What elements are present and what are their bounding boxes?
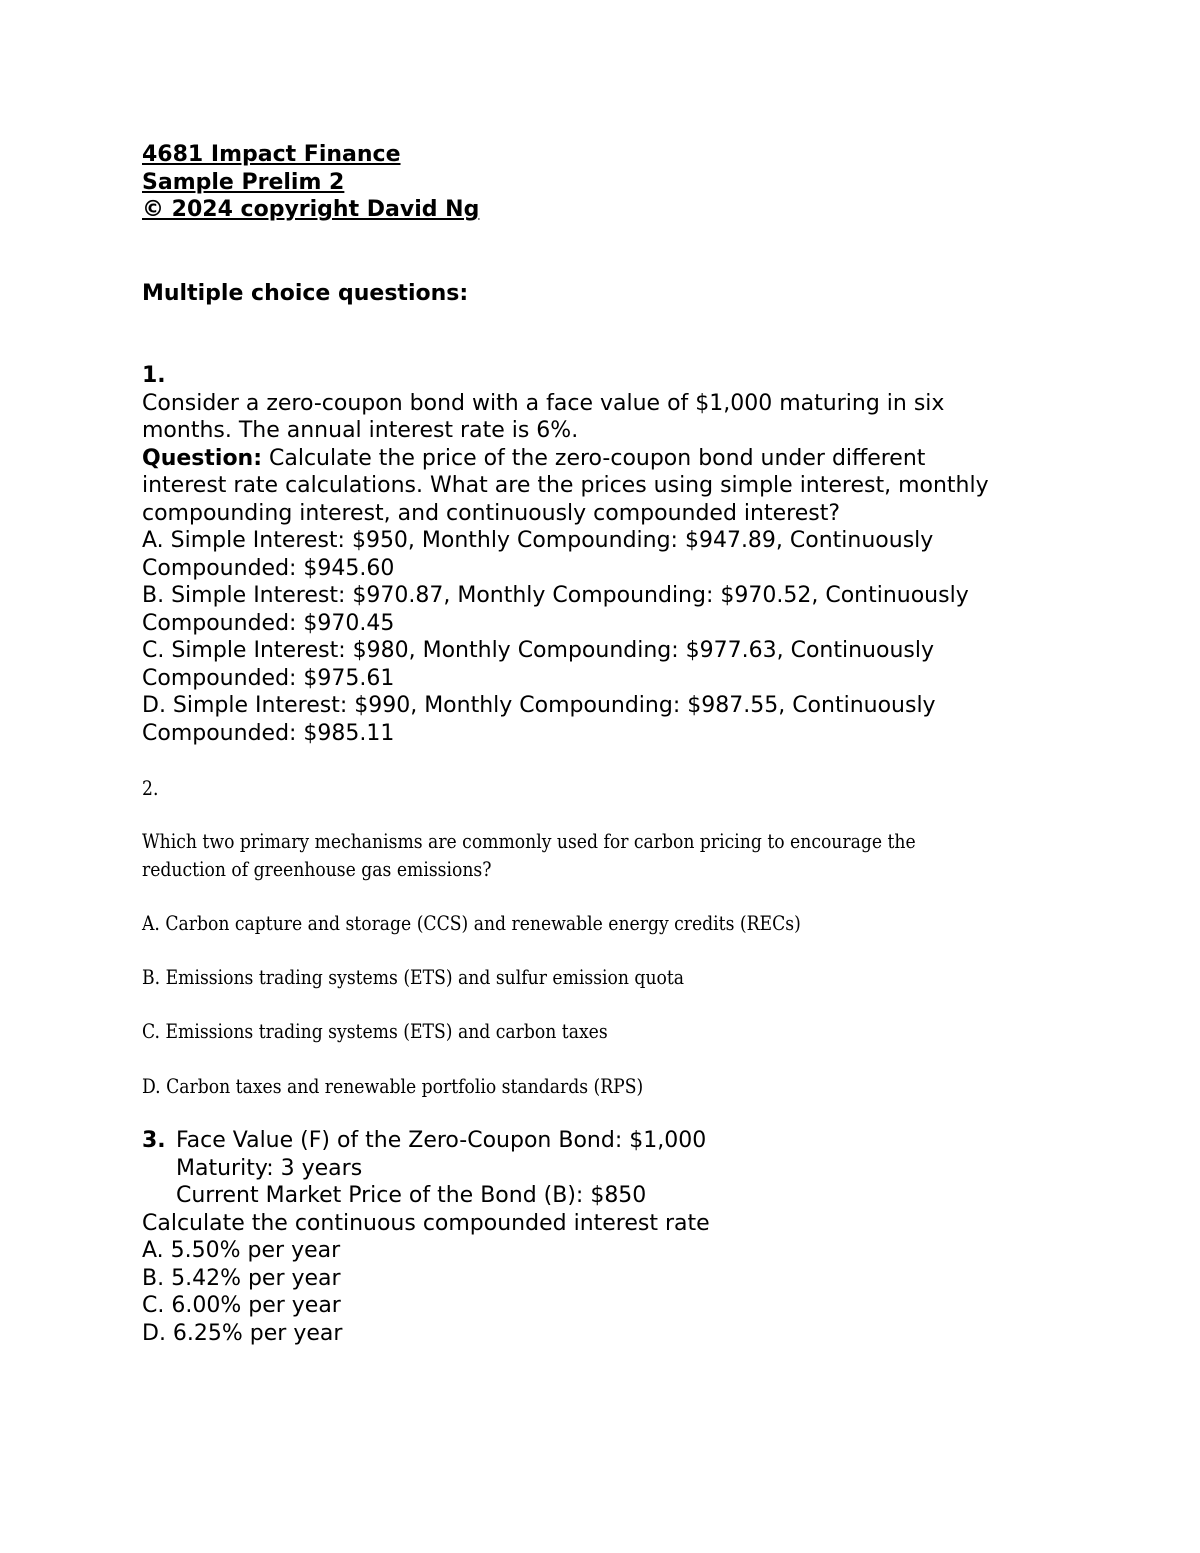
question-1-prompt-line-1	[142, 445, 1072, 473]
question-3-number: 3.	[142, 1128, 166, 1153]
question-2-option-d: D. Carbon taxes and renewable portfolio standards (RPS)	[142, 1074, 644, 1098]
question-2-option-c: C. Emissions trading systems (ETS) and carbon taxes	[142, 1019, 608, 1043]
question-2-option-b: B. Emissions trading systems (ETS) and sulfur emission quota	[142, 965, 685, 989]
question-label: Question:	[142, 445, 263, 471]
question-1-option-c-line-2: Compounded: $975.61	[142, 665, 395, 691]
question-3-option-b: B. 5.42% per year	[142, 1265, 341, 1291]
question-2-number: 2.	[142, 776, 159, 800]
question-1-prompt-text: Calculate the price of the zero-coupon bond under different	[262, 445, 926, 471]
question-3	[142, 1127, 1042, 1347]
question-1-prompt-line-3: compounding interest, and continuously compounded interest?	[142, 500, 840, 526]
question-1-option-b-line-1: B. Simple Interest: $970.87, Monthly Compounding: $970.52, Continuously	[142, 583, 969, 608]
question-1-option-a-line-2: Compounded: $945.60	[142, 555, 395, 581]
question-2-text-line-1: Which two primary mechanisms are commonly used for carbon pricing to encourage the	[142, 829, 916, 853]
question-3-face-value: Face Value (F) of the Zero-Coupon Bond: $1,000	[176, 1128, 707, 1153]
question-1-option-c-line-1: C. Simple Interest: $980, Monthly Compounding: $977.63, Continuously	[142, 638, 934, 663]
question-1-option-a-line-1: A. Simple Interest: $950, Monthly Compounding: $947.89, Continuously	[142, 528, 934, 553]
question-2-text	[142, 827, 916, 883]
question-2-text-line-2: reduction of greenhouse gas emissions?	[142, 857, 492, 881]
question-3-option-c: C. 6.00% per year	[142, 1293, 341, 1318]
question-1	[142, 362, 1072, 747]
question-3-prompt: Calculate the continuous compounded interest rate	[142, 1210, 710, 1236]
document-header	[142, 141, 1042, 224]
question-1-option-d-line-2: Compounded: $985.11	[142, 720, 395, 746]
question-1-option-d-line-1: D. Simple Interest: $990, Monthly Compounding: $987.55, Continuously	[142, 693, 936, 718]
question-1-number: 1.	[142, 363, 166, 388]
question-3-face-value-line	[142, 1127, 1042, 1155]
question-2-option-a: A. Carbon capture and storage (CCS) and renewable energy credits (RECs)	[142, 911, 801, 935]
question-3-option-a: A. 5.50% per year	[142, 1238, 341, 1263]
question-1-option-b-line-2: Compounded: $970.45	[142, 610, 395, 636]
section-title: Multiple choice questions:	[142, 281, 469, 306]
exam-title: Sample Prelim 2	[142, 169, 345, 195]
question-1-intro-line-1: Consider a zero-coupon bond with a face value of $1,000 maturing in six	[142, 390, 945, 416]
question-3-maturity: Maturity: 3 years	[176, 1155, 363, 1181]
copyright-line: © 2024 copyright David Ng	[142, 197, 480, 222]
question-1-prompt-line-2: interest rate calculations. What are the prices using simple interest, monthly	[142, 473, 989, 498]
question-1-intro-line-2: months. The annual interest rate is 6%.	[142, 418, 579, 443]
course-title: 4681 Impact Finance	[142, 142, 401, 167]
question-3-option-d: D. 6.25% per year	[142, 1320, 343, 1346]
question-3-market-price: Current Market Price of the Bond (B): $850	[176, 1183, 647, 1208]
